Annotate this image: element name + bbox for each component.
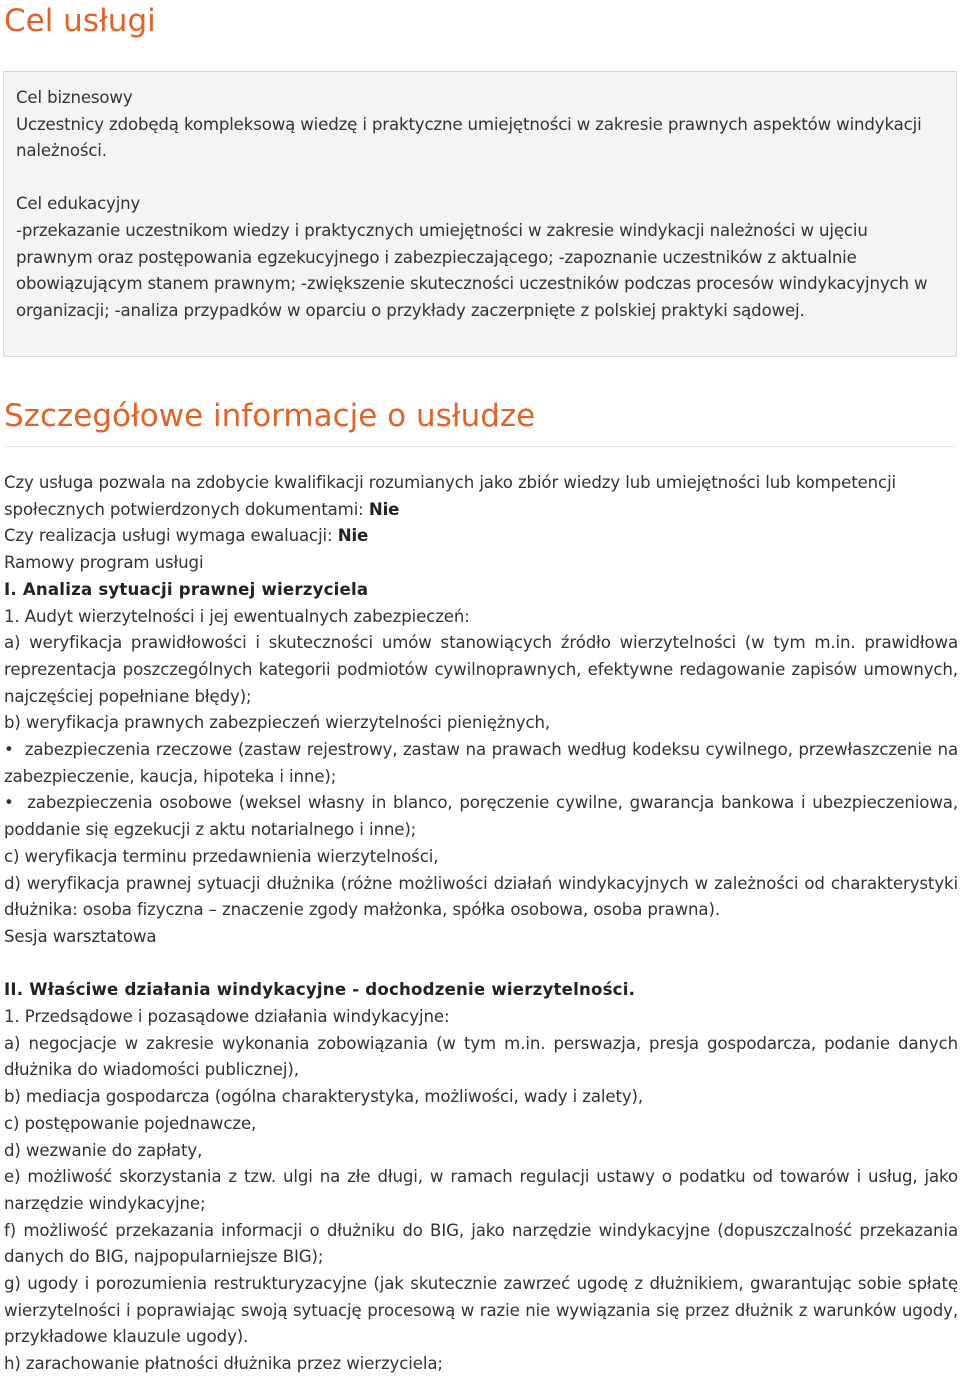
- qualification-answer: Nie: [368, 499, 400, 519]
- education-goal-text: -przekazanie uczestnikom wiedzy i praktycznych umiejętności w zakresie windykacji należności w ujęciu prawnym oraz postępowania egzekucyjnego i zabezpieczającego; -zapoznanie uczestników z aktualnie obowiązującym stanem prawnym; -zwiększenie skuteczności uczestników podczas procesów windykacyjnych w organizacji; -analiza przypadków w oparciu o przykłady zaczerpnięte z polskiej praktyki sądowej.: [16, 220, 928, 320]
- bullet-icon: •: [4, 740, 25, 760]
- section-1-item-d: d) weryfikacja prawnej sytuacji dłużnika (różne możliwości działań windykacyjnych w zależności od charakterystyki dłużnika: osoba fizyczna – znaczenie zgody małżonka, spółka osobowa, osoba prawna).: [4, 873, 958, 920]
- section-1-item-a: a) weryfikacja prawidłowości i skuteczności umów stanowiących źródło wierzytelności (w tym m.in. prawidłowa reprezentacja poszczególnych kategorii podmiotów cywilnoprawnych, efektywne redagowanie zapisów umownych, najczęściej popełniane błędy);: [4, 633, 958, 706]
- details-body: [4, 470, 958, 1378]
- page-title: Cel usługi: [4, 3, 156, 39]
- section-1-heading: I. Analiza sytuacji prawnej wierzyciela: [4, 579, 369, 599]
- section-2-item-1: 1. Przedsądowe i pozasądowe działania windykacyjne:: [4, 1007, 450, 1027]
- evaluation-row: [4, 523, 958, 550]
- workshop-label: Sesja warsztatowa: [4, 926, 157, 946]
- bullet-text: zabezpieczenia osobowe (weksel własny in blanco, poręczenie cywilne, gwarancja bankowa i ubezpieczeniowa, poddanie się egzekucji z aktu notarialnego i inne);: [4, 793, 958, 840]
- section-1-bullet-2: [4, 790, 958, 843]
- section-2-heading: II. Właściwe działania windykacyjne - dochodzenie wierzytelności.: [4, 980, 636, 1000]
- section-2-item-c: c) postępowanie pojednawcze,: [4, 1113, 257, 1133]
- education-goal-label: Cel edukacyjny: [16, 194, 141, 214]
- section-1-item-1: 1. Audyt wierzytelności i jej ewentualnych zabezpieczeń:: [4, 606, 470, 626]
- section-1-item-c: c) weryfikacja terminu przedawnienia wierzytelności,: [4, 846, 439, 866]
- section-2-item-b: b) mediacja gospodarcza (ogólna charakterystyka, możliwości, wady i zalety),: [4, 1087, 644, 1107]
- section-2-item-g: g) ugody i porozumienia restrukturyzacyjne (jak skutecznie zawrzeć ugodę z dłużnikiem, gwarantując sobie spłatę wierzytelności i poprawiając swoją sytuację procesową w razie nie wywiązania się przez dłużnik z warunków ugody, przykładowe klauzule ugody).: [4, 1274, 958, 1347]
- section-2-item-e: e) możliwość skorzystania z tzw. ulgi na złe długi, w ramach regulacji ustawy o podatku od towarów i usług, jako narzędzie windykacyjne;: [4, 1167, 958, 1213]
- bullet-text: zabezpieczenia rzeczowe (zastaw rejestrowy, zastaw na prawach według kodeksu cywilnego, przewłaszczenie na zabezpieczenie, kaucja, hipoteka i inne);: [4, 740, 958, 786]
- spacer: [16, 165, 944, 192]
- evaluation-question: Czy realizacja usługi wymaga ewaluacji:: [4, 526, 333, 546]
- section-2-item-f: f) możliwość przekazania informacji o dłużniku do BIG, jako narzędzie windykacyjne (dopuszczalność przekazania danych do BIG, najpopularniejsze BIG);: [4, 1220, 958, 1267]
- section-2-item-a: a) negocjacje w zakresie wykonania zobowiązania (w tym m.in. perswazja, presja gospodarcza, podanie danych dłużnika do wiadomości publicznej),: [4, 1033, 958, 1080]
- business-goal-label: Cel biznesowy: [16, 88, 133, 107]
- qualification-question: Czy usługa pozwala na zdobycie kwalifikacji rozumianych jako zbiór wiedzy lub umiejętności lub kompetencji społecznych potwierdzonych dokumentami:: [4, 473, 897, 519]
- goals-panel: [3, 71, 957, 357]
- section-1-item-b: b) weryfikacja prawnych zabezpieczeń wierzytelności pieniężnych,: [4, 713, 551, 733]
- qualification-row: [4, 470, 958, 523]
- section-2-item-d: d) wezwanie do zapłaty,: [4, 1140, 203, 1160]
- evaluation-answer: Nie: [337, 526, 369, 546]
- section-1-bullet-1: [4, 737, 958, 790]
- spacer: [4, 951, 958, 978]
- details-title: Szczegółowe informacje o usłudze: [4, 398, 536, 434]
- divider: [3, 446, 957, 447]
- bullet-icon: •: [4, 793, 28, 813]
- section-2-item-h: h) zarachowanie płatności dłużnika przez wierzyciela;: [4, 1354, 443, 1374]
- program-label: Ramowy program usługi: [4, 553, 204, 573]
- business-goal-text: Uczestnicy zdobędą kompleksową wiedzę i praktyczne umiejętności w zakresie prawnych aspektów windykacji należności.: [16, 114, 922, 161]
